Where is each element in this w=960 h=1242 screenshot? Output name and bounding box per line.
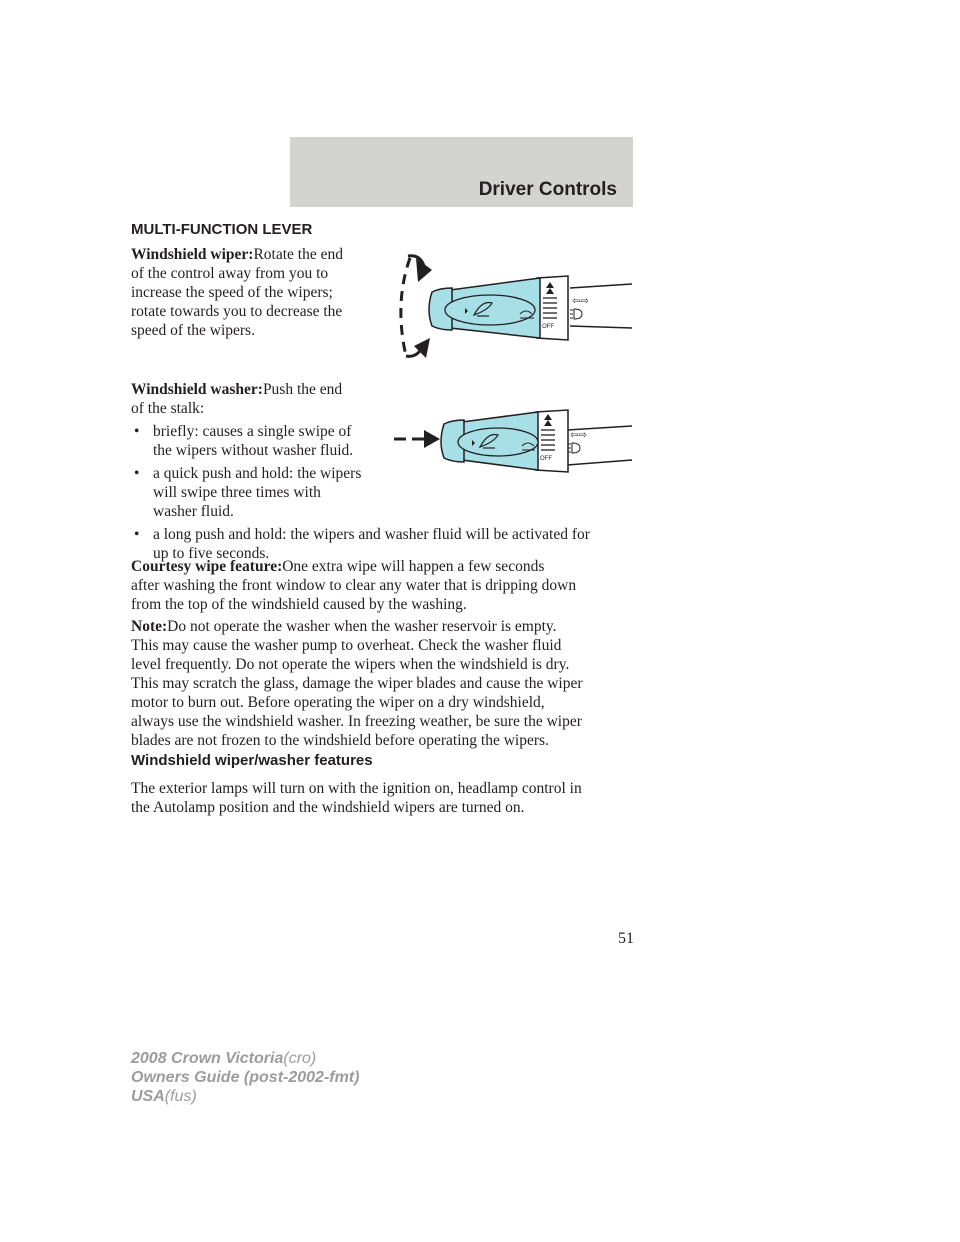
note-label: Note: [131,618,168,635]
wiper-label: Windshield wiper: [131,246,254,263]
page-number: 51 [618,930,634,947]
section-title: Driver Controls [478,179,617,200]
wiper-rotate-figure [392,248,632,368]
headlamp-icon [568,443,580,453]
push-arrow-icon [394,430,440,448]
headlamp-icon [570,309,582,319]
features-paragraph: The exterior lamps will turn on with the ignition on, headlamp control in the Autolamp position and the windshield wipers are turned on. [131,780,582,816]
rotation-arrows [401,256,432,358]
washer-line: Push the end [262,381,343,398]
subheading: Windshield wiper/washer features [131,752,373,769]
wiper-paragraph [131,245,391,340]
turn-signal-icon: ⇦⇨ [570,430,587,441]
main-heading: MULTI-FUNCTION LEVER [131,221,313,238]
courtesy-label: Courtesy wipe feature: [131,558,283,575]
wiper-line: of the control away from you to [131,265,329,282]
washer-paragraph [131,380,391,418]
off-label: OFF [540,456,552,462]
footer: 2008 Crown Victoria(cro) Owners Guide (post-2002-fmt) USA(fus) [131,1050,360,1105]
off-label: OFF [542,324,554,330]
washer-bullet: • briefly: causes a single swipe of the wipers without washer fluid. [134,423,354,459]
washer-push-figure [392,408,632,478]
note-paragraph: Note:Do not operate the washer when the washer reservoir is empty. This may cause the washer pump to overheat. Check the washer fluid level frequently. Do not operate the wipers when the windshield is dry. This may scratch the glass, damage the wiper blades and cause the wiper motor to burn out. Before operating the wiper on a dry windshield, always use the windshield washer. In freezing weather, be sure the wiper blades are not frozen to the windshield before operating the wipers. [131,618,583,749]
turn-signal-icon: ⇦⇨ [572,296,589,307]
washer-bullet: • a quick push and hold: the wipers will swipe three times with washer fluid. [134,465,362,520]
wiper-line: rotate towards you to decrease the [131,303,343,320]
washer-bullet: • a long push and hold: the wipers and washer fluid will be activated for up to five seconds. [134,526,590,562]
wiper-line: increase the speed of the wipers; [131,284,333,301]
header-band [290,137,633,207]
wiper-line: speed of the wipers. [131,322,255,339]
washer-label: Windshield washer: [131,381,263,398]
wiper-line: Rotate the end [253,246,343,263]
washer-line: of the stalk: [131,400,205,417]
courtesy-paragraph: Courtesy wipe feature:One extra wipe will happen a few seconds after washing the front window to clear any water that is dripping down from the top of the windshield caused by the washing. [131,558,577,613]
